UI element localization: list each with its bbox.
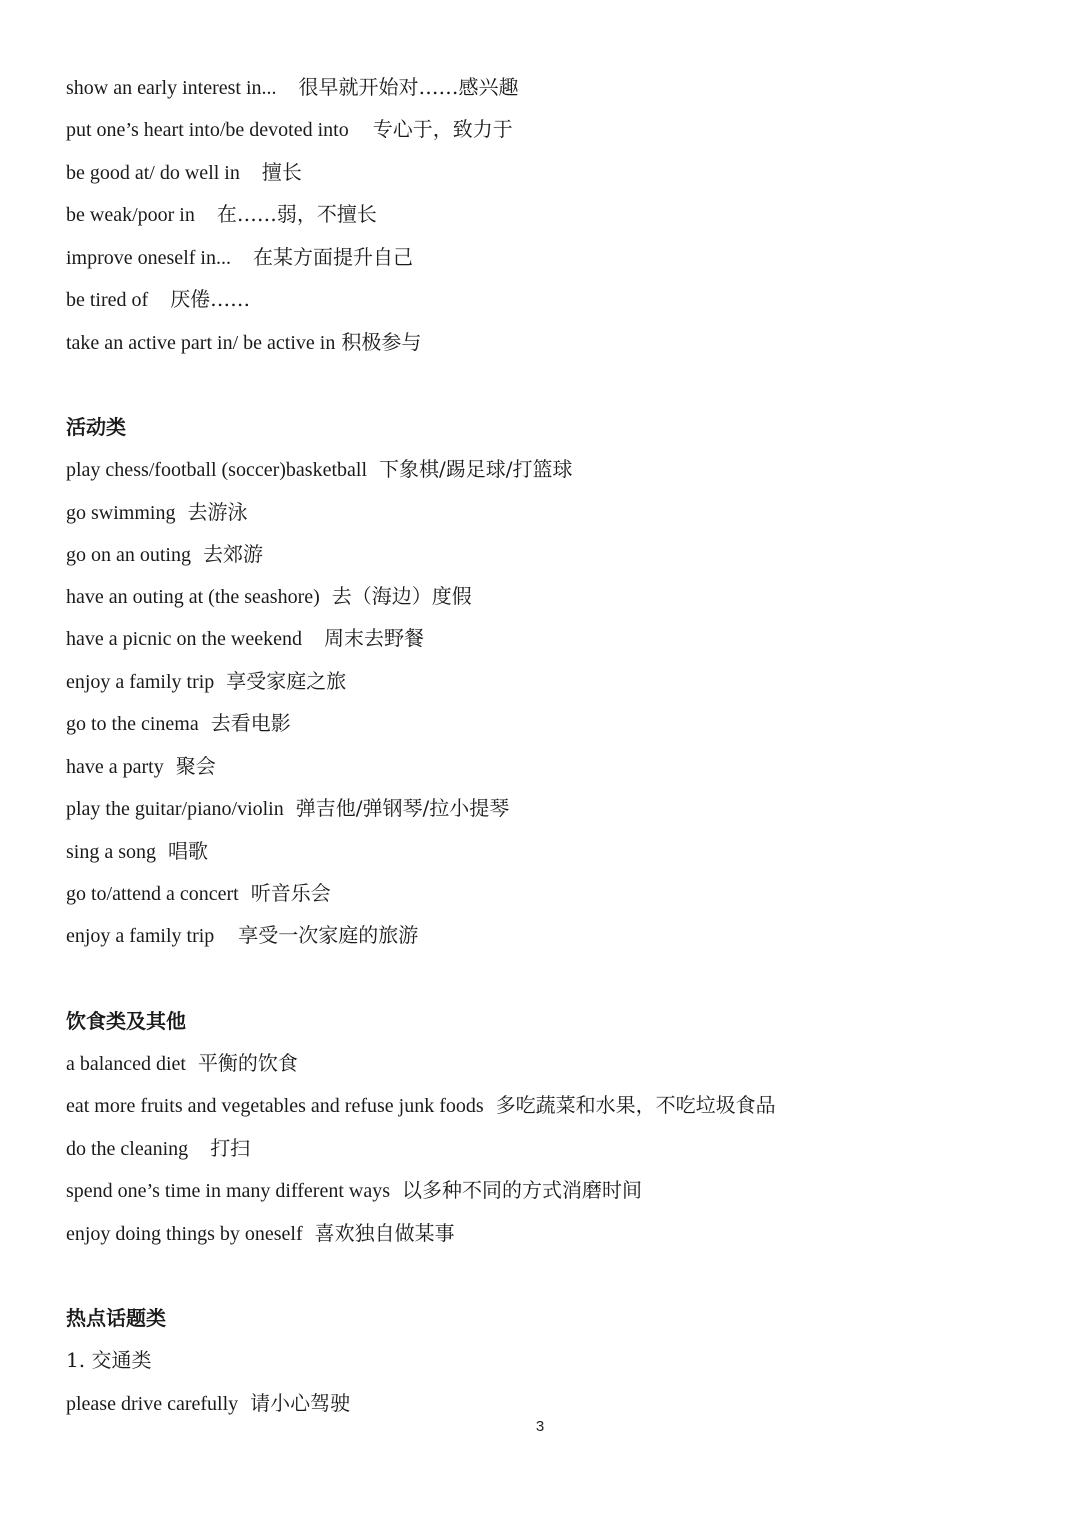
phrase-chinese: 平衡的饮食 xyxy=(197,1051,298,1075)
phrase-line xyxy=(66,1219,455,1248)
phrase-line xyxy=(66,879,331,908)
phrase-chinese: 去郊游 xyxy=(203,542,263,566)
subsection-heading: 1. 交通类 xyxy=(66,1348,152,1372)
phrase-line xyxy=(66,328,421,357)
phrase-chinese: 积极参与 xyxy=(341,330,422,354)
phrase-line xyxy=(66,709,291,738)
phrase-line xyxy=(66,1134,250,1163)
phrase-english: take an active part in/ be active in xyxy=(66,332,336,354)
phrase-line xyxy=(66,582,472,611)
phrase-line xyxy=(66,1091,776,1120)
phrase-english: enjoy doing things by oneself xyxy=(66,1223,303,1245)
phrase-line xyxy=(66,921,418,950)
phrase-chinese: 在某方面提升自己 xyxy=(252,245,413,269)
phrase-english: enjoy a family trip xyxy=(66,925,215,947)
phrase-line xyxy=(66,455,572,484)
phrase-english: put one’s heart into/be devoted into xyxy=(66,119,349,141)
phrase-line xyxy=(66,667,346,696)
phrase-english: spend one’s time in many different ways xyxy=(66,1180,391,1202)
phrase-chinese: 去看电影 xyxy=(210,711,291,735)
phrase-english: be tired of xyxy=(66,289,149,311)
phrase-chinese: 周末去野餐 xyxy=(324,626,425,650)
phrase-english: have a picnic on the weekend xyxy=(66,628,303,650)
phrase-english: play chess/football (soccer)basketball xyxy=(66,459,367,481)
phrase-chinese: 厌倦…… xyxy=(170,287,251,311)
page-number: 3 xyxy=(535,1418,545,1435)
phrase-english: go on an outing xyxy=(66,544,191,566)
phrase-english: a balanced diet xyxy=(66,1053,186,1075)
phrase-english: eat more fruits and vegetables and refuse junk foods xyxy=(66,1095,484,1117)
phrase-line xyxy=(66,243,413,272)
section-heading: 活动类 xyxy=(66,415,126,439)
phrase-line xyxy=(66,794,509,823)
phrase-line xyxy=(66,752,216,781)
phrase-english: please drive carefully xyxy=(66,1393,239,1415)
phrase-chinese: 去（海边）度假 xyxy=(331,584,472,608)
phrase-line xyxy=(66,1389,350,1418)
phrase-english: show an early interest in... xyxy=(66,77,277,99)
phrase-line xyxy=(66,624,424,653)
phrase-english: be weak/poor in xyxy=(66,204,195,226)
phrase-chinese: 以多种不同的方式消磨时间 xyxy=(402,1178,643,1202)
phrase-line xyxy=(66,73,519,102)
phrase-chinese: 在……弱，不擅长 xyxy=(216,202,377,226)
phrase-line xyxy=(66,1176,642,1205)
phrase-english: play the guitar/piano/violin xyxy=(66,798,284,820)
phrase-english: improve oneself in... xyxy=(66,247,231,269)
phrase-english: be good at/ do well in xyxy=(66,162,240,184)
phrase-english: go to the cinema xyxy=(66,713,199,735)
phrase-english: sing a song xyxy=(66,841,156,863)
phrase-chinese: 唱歌 xyxy=(168,839,208,863)
phrase-english: go swimming xyxy=(66,502,176,524)
phrase-english: do the cleaning xyxy=(66,1138,189,1160)
phrase-line xyxy=(66,115,513,144)
phrase-line xyxy=(66,285,250,314)
phrase-english: have a party xyxy=(66,756,164,778)
phrase-chinese: 去游泳 xyxy=(187,500,248,524)
phrase-chinese: 擅长 xyxy=(261,160,302,184)
phrase-chinese: 专心于，致力于 xyxy=(372,117,513,141)
section-heading: 饮食类及其他 xyxy=(66,1009,186,1033)
section-heading: 热点话题类 xyxy=(66,1306,166,1330)
phrase-chinese: 享受一次家庭的旅游 xyxy=(238,923,419,947)
phrase-line xyxy=(66,158,302,187)
phrase-chinese: 多吃蔬菜和水果，不吃垃圾食品 xyxy=(495,1093,776,1117)
phrase-chinese: 弹吉他/弹钢琴/拉小提琴 xyxy=(295,796,510,820)
phrase-chinese: 下象棋/踢足球/打篮球 xyxy=(379,457,573,481)
phrase-english: enjoy a family trip xyxy=(66,671,215,693)
phrase-line xyxy=(66,200,377,229)
phrase-chinese: 打扫 xyxy=(210,1136,251,1160)
phrase-line xyxy=(66,1049,298,1078)
phrase-line xyxy=(66,498,247,527)
phrase-line xyxy=(66,837,208,866)
phrase-chinese: 请小心驾驶 xyxy=(250,1391,351,1415)
phrase-english: have an outing at (the seashore) xyxy=(66,586,320,608)
phrase-line xyxy=(66,540,263,569)
phrase-chinese: 聚会 xyxy=(175,754,216,778)
phrase-chinese: 听音乐会 xyxy=(250,881,331,905)
phrase-chinese: 喜欢独自做某事 xyxy=(314,1221,455,1245)
phrase-chinese: 享受家庭之旅 xyxy=(226,669,347,693)
phrase-chinese: 很早就开始对……感兴趣 xyxy=(298,75,519,99)
phrase-english: go to/attend a concert xyxy=(66,883,239,905)
